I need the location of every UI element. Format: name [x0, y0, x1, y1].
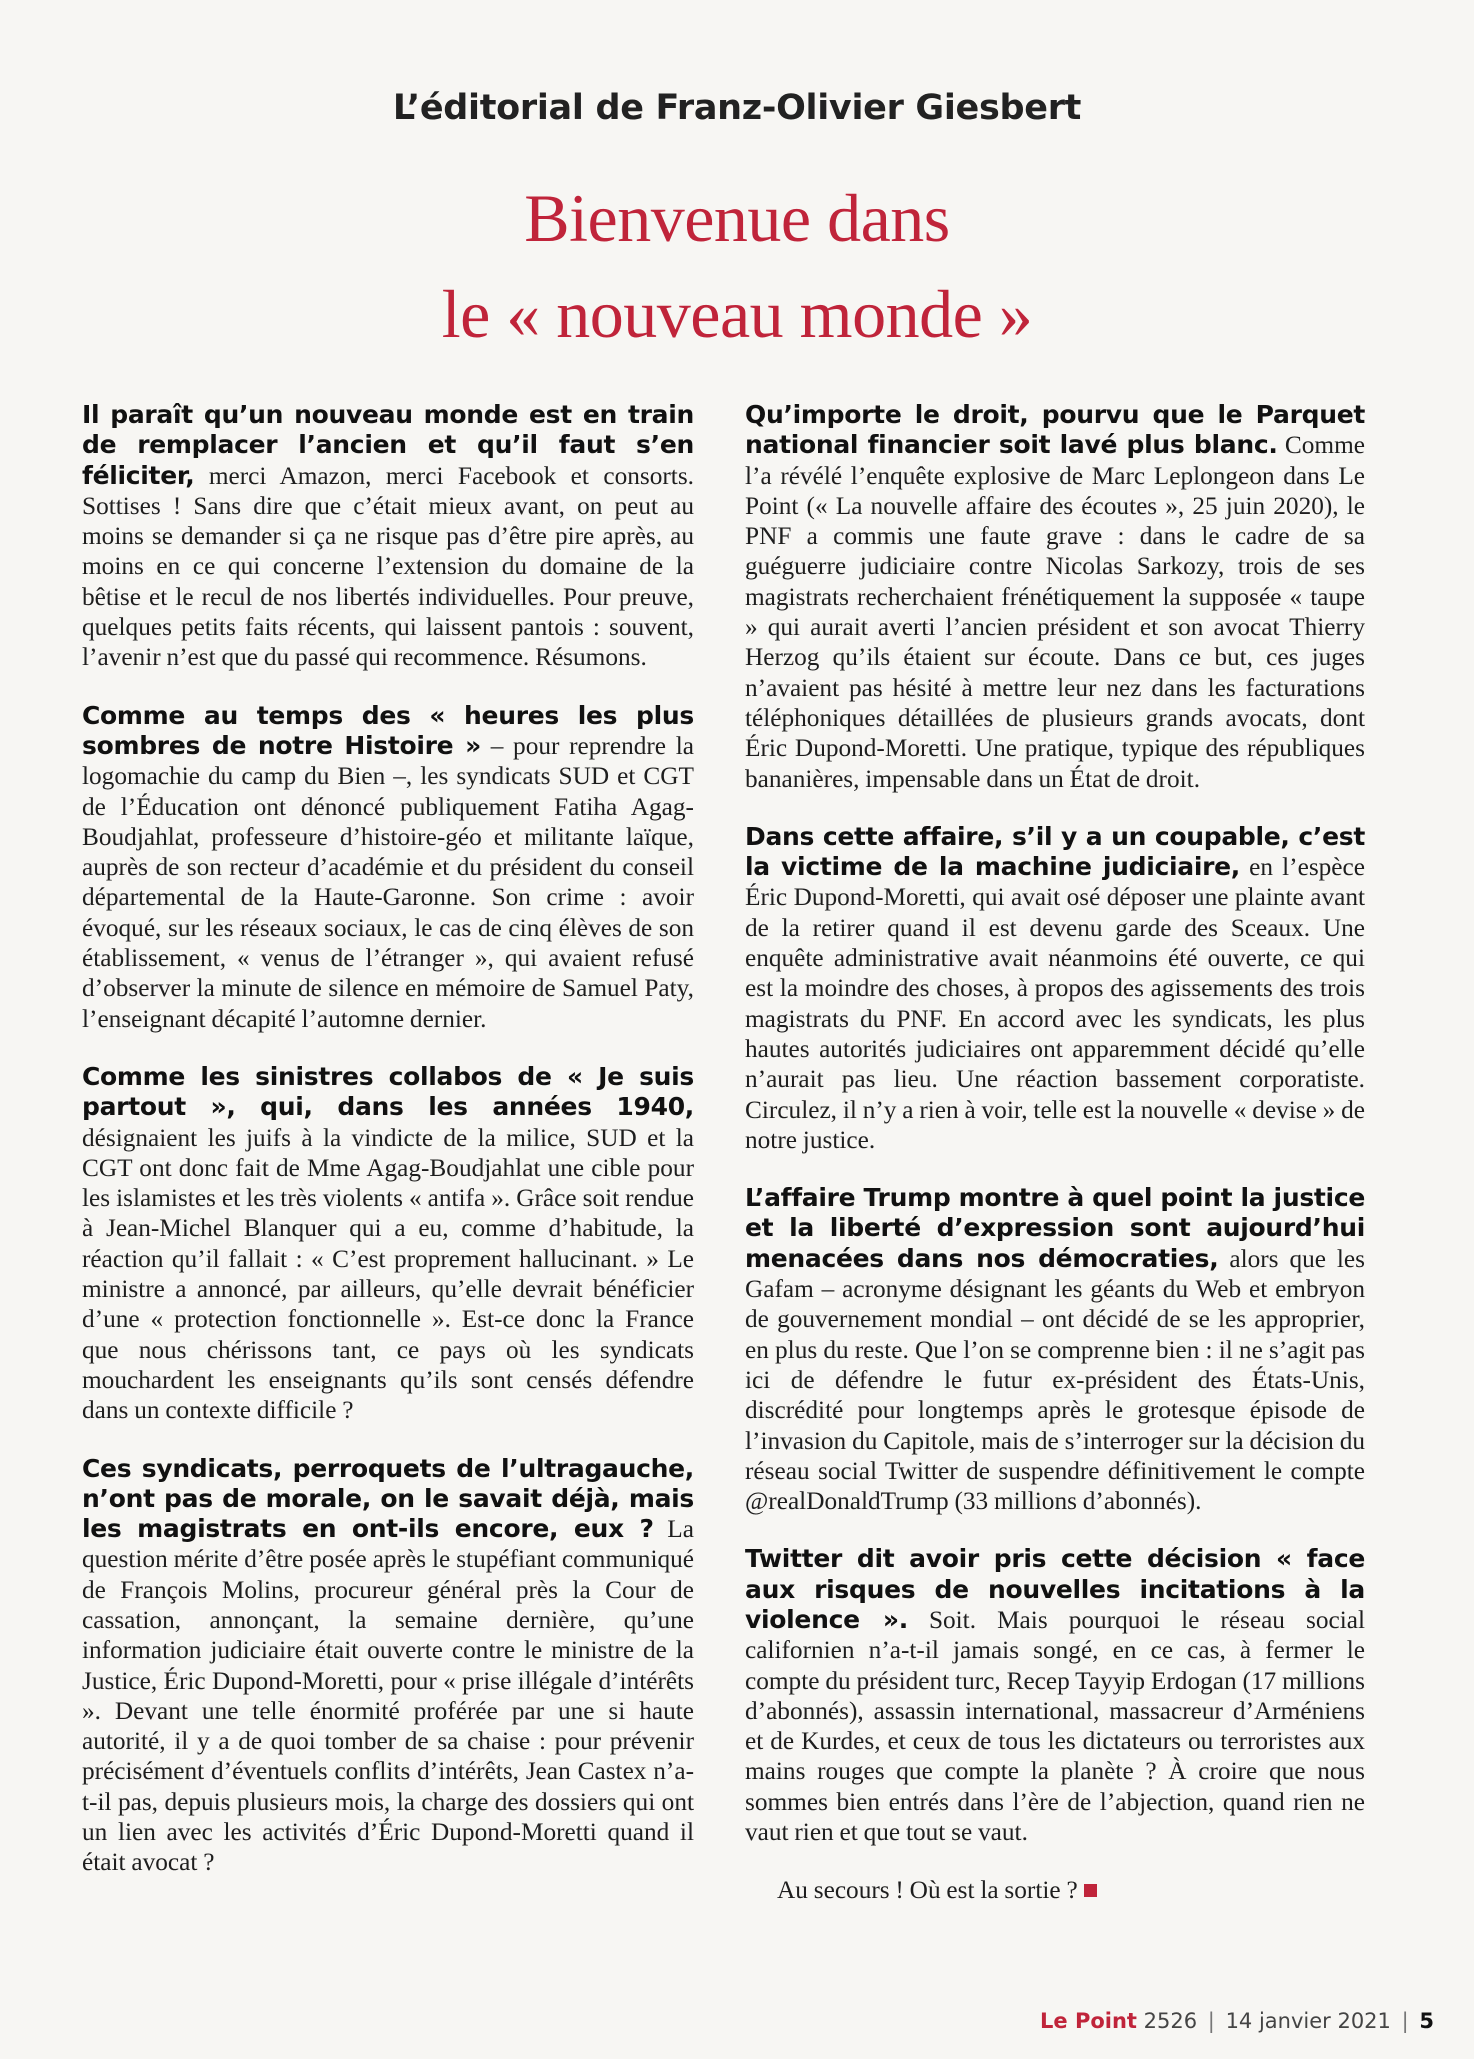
paragraph-body: Comme l’a révélé l’enquête explosive de Marc Leplongeon dans Le Point (« La nouvelle affaire des écoutes », 25 juin 2020), le PNF a commis une faute grave : dans le cadre de sa guéguerre judiciaire contre Nicolas Sarkozy, trois de ses magistrats recherchaient frénétiquement la supposée « taupe » qui aurait averti l’ancien président et son avocat Thierry Herzog qu’ils étaient sur écoute. Dans ce but, ces juges n’avaient pas hésité à mettre leur nez dans les facturations téléphoniques détaillées de plusieurs grands avocats, dont Éric Dupond-Moretti. Une pratique, typique des républiques bananières, impensable dans un État de droit.: [745, 431, 1365, 793]
paragraph-lead: Comme au temps des « heures les plus sombres de notre Histoire »: [82, 700, 694, 760]
end-of-article-mark: [1084, 1884, 1097, 1897]
paragraph: [745, 1183, 1365, 1516]
paragraph: [82, 400, 694, 673]
left-column: [82, 400, 694, 1906]
page-number: 5: [1419, 2009, 1434, 2033]
paragraph: [82, 1062, 694, 1426]
footer-separator: |: [1401, 2009, 1409, 2033]
closing-text: Au secours ! Où est la sortie ?: [777, 1876, 1078, 1905]
headline: [0, 170, 1474, 362]
paragraph-body: alors que les Gafam – acronyme désignant les géants du Web et embryon de gouvernement mondial – ont décidé de se les approprier, en plus du reste. Que l’on se comprenne bien : il ne s’agit pas ici de défendre le futur ex-président des États-Unis, discrédité pour longtemps après le grotesque épisode de l’invasion du Capitole, mais de s’interroger sur la décision du réseau social Twitter de suspendre définitivement le compte @realDonaldTrump (33 millions d’abonnés).: [745, 1244, 1365, 1516]
paragraph: [745, 1544, 1365, 1847]
editorial-kicker: L’éditorial de Franz-Olivier Giesbert: [392, 88, 1082, 128]
paragraph-lead: Dans cette affaire, s’il y a un coupable, c’est la victime de la machine judiciaire,: [745, 821, 1365, 882]
right-column: [745, 400, 1365, 1906]
issue-number: 2526: [1143, 2009, 1198, 2033]
paragraph: [82, 1454, 694, 1878]
paragraph-body: Soit. Mais pourquoi le réseau social californien n’a-t-il jamais songé, en ce cas, à fermer le compte du président turc, Recep Tayyip Erdogan (17 millions d’abonnés), assassin international, massacreur d’Arméniens et de Kurdes, et ceux de tous les dictateurs ou terroristes aux mains rouges que compte la planète ? À croire que nous sommes bien entrés dans l’ère de l’abjection, quand rien ne vaut rien et que tout se vaut.: [745, 1605, 1365, 1847]
paragraph-body: en l’espèce Éric Dupond-Moretti, qui avait osé déposer une plainte avant de la retirer quand il est devenu garde des Sceaux. Une enquête administrative avait néanmoins été ouverte, ce qui est la moindre des choses, à propos des agissements des trois magistrats du PNF. En accord avec les syndicats, les plus hautes autorités judiciaires ont apparemment décidé qu’elle n’aurait pas lieu. Une réaction bassement corporatiste. Circulez, il n’y a rien à voir, telle est la nouvelle « devise » de notre justice.: [745, 853, 1365, 1154]
closing-line: [745, 1875, 1365, 1905]
paragraph-lead: Twitter dit avoir pris cette décision « face aux risques de nouvelles incitations à la violence ».: [745, 1544, 1365, 1634]
footer-separator: |: [1207, 2009, 1215, 2033]
paragraph-lead: L’affaire Trump montre à quel point la justice et la liberté d’expression sont aujourd’hui menacées dans nos démocraties,: [745, 1183, 1365, 1273]
paragraph-body: La question mérite d’être posée après le stupéfiant communiqué de François Molins, procureur général près la Cour de cassation, annonçant, la semaine dernière, qu’une information judiciaire était ouverte contre le ministre de la Justice, Éric Dupond-Moretti, pour « prise illégale d’intérêts ». Devant une telle énormité proférée par une si haute autorité, il y a de quoi tomber de sa chaise : pour prévenir précisément d’éventuels conflits d’intérêts, Jean Castex n’a-t-il pas, depuis plusieurs mois, la charge des dossiers qui ont un lien avec les activités d’Éric Dupond-Moretti quand il était avocat ?: [82, 1515, 694, 1877]
paragraph-body: merci Amazon, merci Facebook et consorts. Sottises ! Sans dire que c’était mieux avant, on peut au moins se demander si ça ne risque pas d’être pire après, au moins en ce qui concerne l’extension du domaine de la bêtise et le recul de nos libertés individuelles. Pour preuve, quelques petits faits récents, qui laissent pantois : souvent, l’avenir n’est que du passé qui recommence. Résumons.: [82, 461, 694, 672]
paragraph-lead: Qu’importe le droit, pourvu que le Parquet national financier soit lavé plus blanc.: [745, 400, 1365, 460]
paragraph-lead: Il paraît qu’un nouveau monde est en train de remplacer l’ancien et qu’il faut s’en féliciter,: [82, 400, 694, 490]
paragraph: [745, 400, 1365, 794]
issue-date: 14 janvier 2021: [1225, 2009, 1391, 2033]
headline-line-1: Bienvenue dans: [524, 180, 950, 256]
paragraph-lead: Ces syndicats, perroquets de l’ultragauche, n’ont pas de morale, on le savait déjà, mais les magistrats en ont-ils encore, eux ?: [82, 1453, 694, 1544]
publication-name: Le Point: [1040, 2009, 1137, 2033]
paragraph-body: désignaient les juifs à la vindicte de la milice, SUD et la CGT ont donc fait de Mme Agag-Boudjahlat une cible pour les islamistes et les très violents « antifa ». Grâce soit rendue à Jean-Michel Blanquer qui a eu, comme d’habitude, la réaction qu’il fallait : « C’est proprement hallucinant. » Le ministre a annoncé, par ailleurs, qu’elle devrait bénéficier d’une « protection fonctionnelle ». Est-ce donc la France que nous chérissons tant, ce pays où les syndicats mouchardent les enseignants qu’ils sont censés défendre dans un contexte difficile ?: [82, 1123, 694, 1425]
page-footer: [1040, 2009, 1434, 2033]
paragraph-lead: Comme les sinistres collabos de « Je suis partout », qui, dans les années 1940,: [82, 1061, 694, 1122]
paragraph-body: – pour reprendre la logomachie du camp du Bien –, les syndicats SUD et CGT de l’Éducation ont dénoncé publiquement Fatiha Agag-Boudjahlat, professeure d’histoire-géo et militante laïque, auprès de son recteur d’académie et du président du conseil départemental de la Haute-Garonne. Son crime : avoir évoqué, sur les réseaux sociaux, le cas de cinq élèves de son établissement, « venus de l’étranger », qui avaient refusé d’observer la minute de silence en mémoire de Samuel Paty, l’enseignant décapité l’automne dernier.: [82, 731, 694, 1033]
paragraph: [745, 822, 1365, 1155]
paragraph: [82, 701, 694, 1034]
headline-line-2: le « nouveau monde »: [441, 276, 1033, 352]
